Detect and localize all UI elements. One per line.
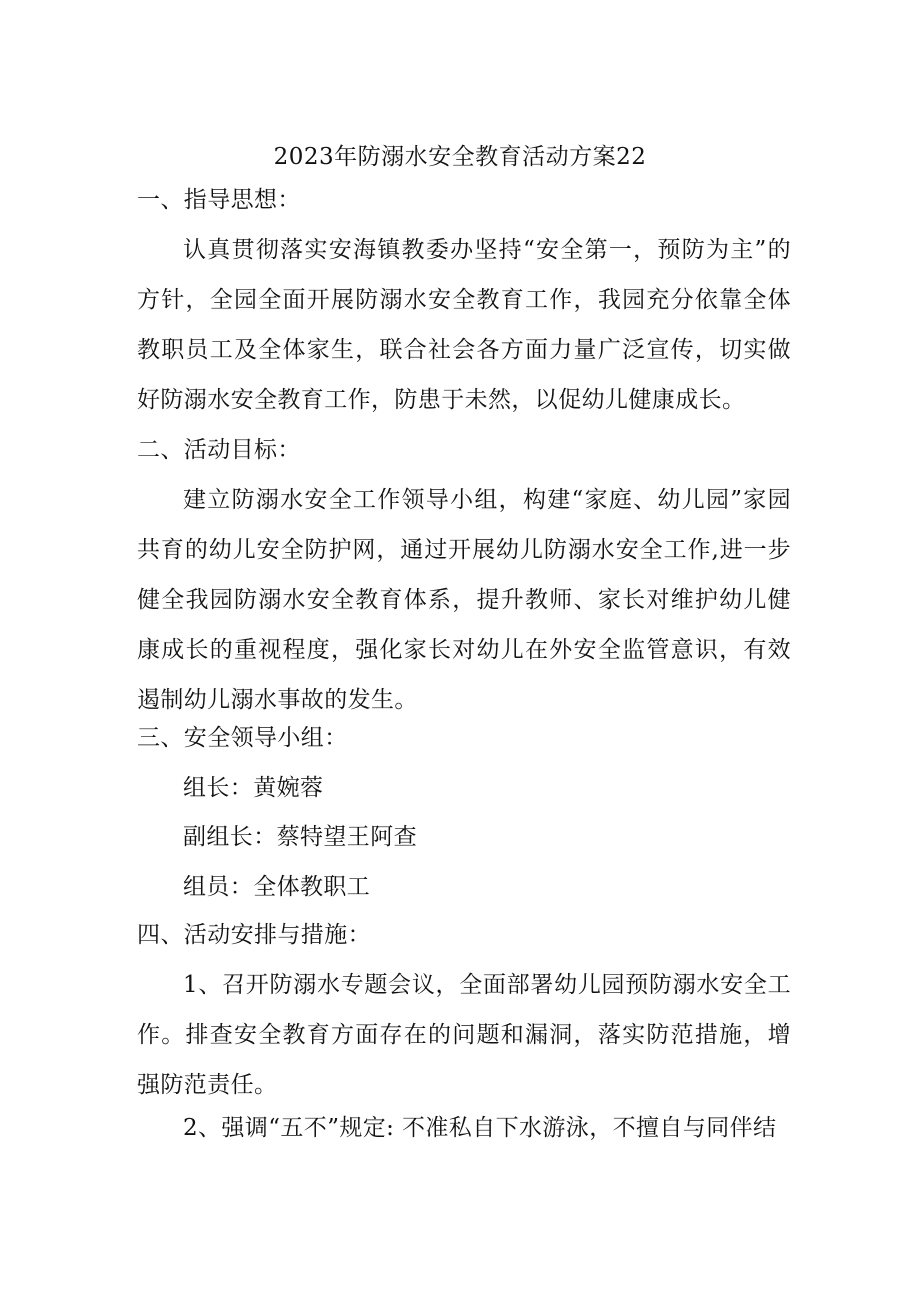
- group-members: 组员：全体教职工: [183, 874, 371, 900]
- group-leader: 组长：黄婉蓉: [183, 775, 324, 801]
- measure-item-2: 2、强调“五不”规定: 不准私自下水游泳，不擅自与同伴结: [183, 1115, 777, 1141]
- document-title: 2023年防溺水安全教育活动方案22: [273, 144, 647, 170]
- measure-item-1: 1、召开防溺水专题会议，全面部署幼儿园预防溺水安全工作。排查安全教育方面存在的问题和漏洞，落实防范措施，增强防范责任。: [137, 972, 791, 1098]
- group-deputy-leaders: 副组长：蔡特望王阿查: [183, 824, 417, 850]
- section-heading-arrangements-measures: 四、活动安排与措施：: [137, 922, 371, 948]
- section-heading-activity-goals: 二、活动目标：: [137, 437, 301, 463]
- paragraph-guiding-ideology: 认真贯彻落实安海镇教委办坚持“安全第一，预防为主”的方针，全园全面开展防溺水安全教育工作，我园充分依靠全体教职员工及全体家生，联合社会各方面力量广泛宣传，切实做好防溺水安全教育工作，防患于未然，以促幼儿健康成长。: [137, 237, 791, 413]
- section-heading-safety-leadership-group: 三、安全领导小组：: [137, 725, 348, 751]
- section-heading-guiding-ideology: 一、指导思想：: [137, 187, 301, 213]
- paragraph-activity-goals: 建立防溺水安全工作领导小组，构建“家庭、幼儿园”家园共育的幼儿安全防护网，通过开展幼儿防溺水安全工作,进一步健全我园防溺水安全教育体系，提升教师、家长对维护幼儿健康成长的重视程度，强化家长对幼儿在外安全监管意识，有效遏制幼儿溺水事故的发生。: [137, 487, 791, 713]
